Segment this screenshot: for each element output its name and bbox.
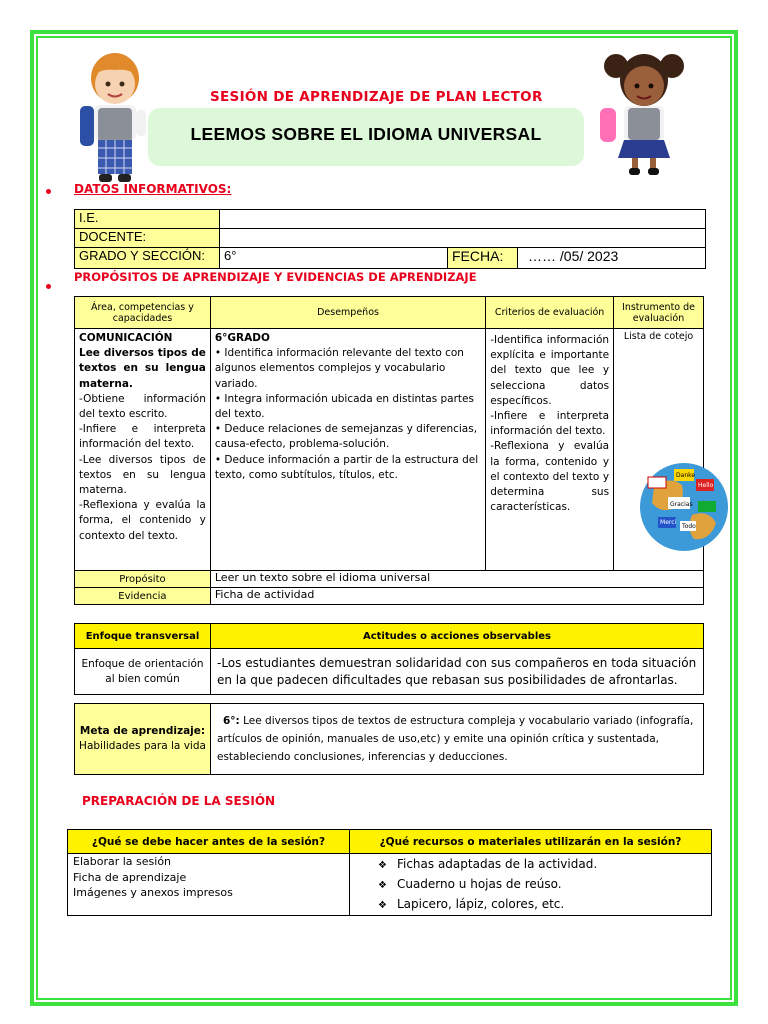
meta-text-cell xyxy=(211,704,704,775)
proposito-value: Leer un texto sobre el idioma universal xyxy=(210,571,703,588)
col-recursos: ¿Qué recursos o materiales utilizarán en la sesión? xyxy=(350,830,712,854)
capacidad-item: -Reflexiona y evalúa la forma, el contenido y contexto del texto. xyxy=(79,499,206,542)
desempeno-item: • Deduce información a partir de la estructura del texto, como subtítulos, títulos, etc. xyxy=(214,453,479,481)
actitud-value: -Los estudiantes demuestran solidaridad con sus compañeros en toda situación en la que padecen dificultades que rebasan sus posibilidades de afrontarlas. xyxy=(211,649,704,695)
capacidad-item: -Lee diversos tipos de textos en su lengua materna. xyxy=(79,453,206,497)
propositos-table xyxy=(74,296,714,605)
globe-word: Danke xyxy=(676,472,696,479)
diamond-bullet-icon: ❖ xyxy=(378,860,387,871)
globe-word: Hello xyxy=(698,482,714,489)
datos-table xyxy=(74,209,706,269)
col-desempenos: Desempeños xyxy=(210,297,485,329)
main-title: LEEMOS SOBRE EL IDIOMA UNIVERSAL xyxy=(190,124,542,144)
area-cell xyxy=(75,329,211,571)
col-instrumento: Instrumento de evaluación xyxy=(614,297,704,329)
desempenos-cell xyxy=(210,329,485,571)
evidencia-value: Ficha de actividad xyxy=(210,588,703,605)
preparacion-table xyxy=(67,829,712,916)
col-enfoque: Enfoque transversal xyxy=(75,624,211,649)
enfoque-table xyxy=(74,623,704,695)
fecha-value: …… /05/ 2023 xyxy=(518,248,706,269)
meta-text: Lee diversos tipos de textos de estructura compleja y vocabulario variado (infografía, artículos de opinión, manuales de uso,etc) y emite una opinión crítica y sustentada, estableciendo conclusiones, inferencias y deducciones. xyxy=(217,715,694,763)
evidencia-label: Evidencia xyxy=(75,588,211,605)
instrumento-cell xyxy=(614,329,714,571)
area-competencia: Lee diversos tipos de textos en su lengua materna. xyxy=(79,347,206,390)
desempeno-item: • Deduce relaciones de semejanzas y diferencias, causa-efecto, problema-solución. xyxy=(214,423,478,451)
ie-value xyxy=(220,210,706,229)
capacidad-item: -Obtiene información del texto escrito. xyxy=(79,392,206,421)
recurso-text: Lapicero, lápiz, colores, etc. xyxy=(396,897,565,911)
docente-value xyxy=(220,229,706,248)
globe-word: Merci xyxy=(660,519,677,526)
capacidad-item: -Infiere e interpreta información del texto. xyxy=(79,423,206,451)
criterio-item: -Identifica información explícita e importante del texto que lee y selecciona datos específicos. xyxy=(490,334,610,407)
instrumento-value: Lista de cotejo xyxy=(623,331,694,342)
meta-sublabel: Habilidades para la vida xyxy=(79,740,206,752)
diamond-bullet-icon: ❖ xyxy=(378,880,387,891)
antes-item: Elaborar la sesión xyxy=(73,855,172,868)
recurso-text: Cuaderno u hojas de reúso. xyxy=(396,877,562,891)
criterios-cell xyxy=(486,329,614,571)
enfoque-value: Enfoque de orientación al bien común xyxy=(75,649,211,695)
area-title: COMUNICACIÓN xyxy=(79,332,173,344)
recurso-text: Fichas adaptadas de la actividad. xyxy=(396,857,598,871)
proposito-label: Propósito xyxy=(75,571,211,588)
grado-value: 6° xyxy=(220,248,448,269)
desempenos-grade: 6°GRADO xyxy=(214,332,270,344)
col-criterios: Criterios de evaluación xyxy=(486,297,614,329)
recurso-item xyxy=(378,895,707,915)
meta-label: Meta de aprendizaje: xyxy=(79,725,206,737)
boy-illustration xyxy=(70,48,160,184)
criterio-item: -Infiere e interpreta información del texto. xyxy=(490,410,610,438)
meta-table xyxy=(74,703,704,775)
diamond-bullet-icon: ❖ xyxy=(378,900,387,911)
antes-item: Ficha de aprendizaje xyxy=(73,870,187,884)
antes-item: Imágenes y anexos impresos xyxy=(73,886,233,899)
globe-icon xyxy=(634,457,734,557)
girl-illustration xyxy=(594,46,694,178)
desempeno-item: • Integra información ubicada en distintas partes del texto. xyxy=(214,392,474,421)
globe-word: Todo xyxy=(682,523,696,530)
meta-label-cell xyxy=(75,704,211,775)
recurso-item xyxy=(378,855,707,875)
col-antes: ¿Qué se debe hacer antes de la sesión? xyxy=(68,830,350,854)
desempeno-item: • Identifica información relevante del texto con algunos elementos complejos y vocabulario variado. xyxy=(214,347,464,390)
datos-heading: DATOS INFORMATIVOS: xyxy=(74,182,232,196)
recurso-item xyxy=(378,875,707,895)
session-title: SESIÓN DE APRENDIZAJE DE PLAN LECTOR xyxy=(210,89,543,105)
grado-label: GRADO Y SECCIÓN: xyxy=(75,248,220,269)
meta-grade: 6°: xyxy=(223,715,240,727)
fecha-label: FECHA: xyxy=(448,248,518,269)
preparacion-heading: PREPARACIÓN DE LA SESIÓN xyxy=(82,794,276,808)
recursos-cell xyxy=(350,854,712,916)
col-area: Área, competencias y capacidades xyxy=(75,297,211,329)
antes-cell xyxy=(68,854,350,916)
globe-word: Gracias xyxy=(670,501,693,508)
bullet-icon xyxy=(46,284,51,289)
bullet-icon xyxy=(46,189,51,194)
criterio-item: -Reflexiona y evalúa la forma, contenido y el contexto del texto y determina sus características. xyxy=(490,440,610,514)
docente-label: DOCENTE: xyxy=(75,229,220,248)
col-actitudes: Actitudes o acciones observables xyxy=(211,624,704,649)
ie-label: I.E. xyxy=(75,210,220,229)
propositos-heading: PROPÓSITOS DE APRENDIZAJE Y EVIDENCIAS DE APRENDIZAJE xyxy=(74,270,477,284)
